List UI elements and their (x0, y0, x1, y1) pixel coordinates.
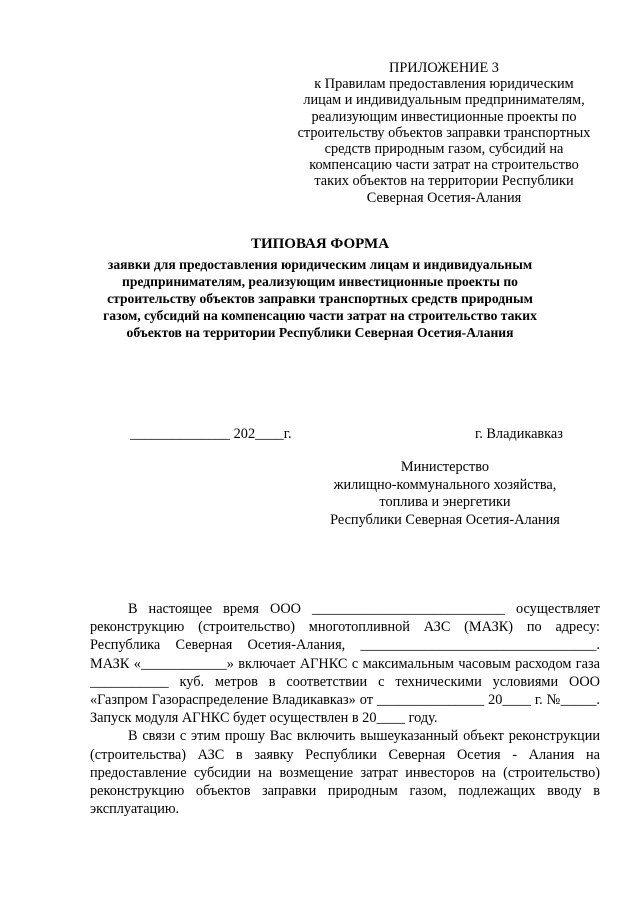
recipient-line: топлива и энергетики (379, 494, 511, 511)
appendix-line: строительству объектов заправки транспортных (297, 124, 591, 141)
appendix-line: лицам и индивидуальным предпринимателям, (303, 92, 585, 109)
appendix-line: Северная Осетия-Алания (366, 189, 522, 206)
body-paragraph: В связи с этим прошу Вас включить вышеуказанный объект реконструкции (строительства) АЗС в заявку Республики Северная Осетия - Алания на предоставление субсидии на возмещение затрат инвесторов на (строительство) реконструкцию объектов заправки природным газом, подлежащих вводу в эксплуатацию. (90, 728, 600, 818)
form-subtitle-line: заявки для предоставления юридическим лицам и индивидуальным (107, 257, 533, 272)
date-field: ______________ 202____г. (130, 426, 292, 442)
appendix-line: средств природным газом, субсидий на (324, 141, 564, 158)
appendix-title: ПРИЛОЖЕНИЕ 3 (389, 60, 499, 76)
body-paragraph: В настоящее время ООО ___________________________ осуществляет реконструкцию (строительство) многотопливной АЗС (МАЗК) по адресу: Республика Северная Осетия-Алания, _________________________________. МАЗК «____________» включает АГНКС с максимальным часовым расходом газа ___________ куб. метров в соответствии с техническими условиями ООО «Газпром Газораспределение Владикавказ» от _______________ 20____ г. №_____. Запуск модуля АГНКС будет осуществлен в 20____ году. (90, 601, 600, 727)
appendix-block (270, 60, 618, 206)
appendix-line: компенсацию части затрат на строительство (309, 157, 579, 174)
form-subtitle-line: газом, субсидий на компенсацию части затрат на строительство таких (103, 308, 537, 323)
form-subtitle-line: предпринимателям, реализующим инвестиционные проекты по (122, 274, 518, 289)
form-subtitle-line: объектов на территории Республики Северная Осетия-Алания (126, 325, 514, 340)
form-subtitle (90, 256, 550, 341)
recipient-line: Министерство (400, 459, 490, 475)
form-title: ТИПОВАЯ ФОРМА (250, 236, 390, 252)
appendix-line: таких объектов на территории Республики (314, 173, 574, 190)
form-subtitle-line: строительству объектов заправки транспортных средств природным (107, 291, 533, 306)
application-body (90, 600, 600, 818)
recipient-block (300, 459, 590, 529)
recipient-line: Республики Северная Осетия-Алания (330, 511, 560, 528)
appendix-line: к Правилам предоставления юридическим (314, 76, 574, 93)
city-label: г. Владикавказ (475, 426, 563, 442)
appendix-line: реализующим инвестиционные проекты по (311, 108, 577, 125)
recipient-line: жилищно-коммунального хозяйства, (333, 476, 557, 493)
